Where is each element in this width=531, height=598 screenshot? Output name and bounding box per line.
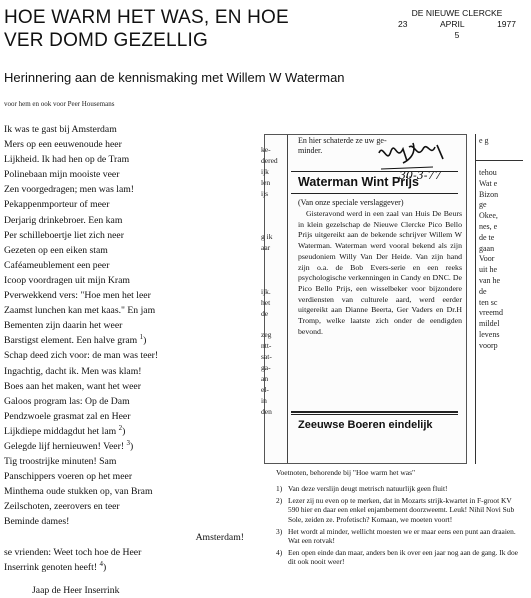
footnote-text: Lezer zij nu even op te merken, dat in Mozarts strijk-kwartet in F-groot KV 590 hier en daar een enkel enjambement doorzweemt. Leuk! Nihil Novi Sub Sole, zeiden ze. Profetisch? Komaan, we moeten voort! bbox=[288, 496, 515, 524]
masthead-month: APRIL bbox=[439, 19, 465, 29]
footnote-number: 3) bbox=[276, 526, 283, 536]
footnote bbox=[276, 484, 521, 493]
clipping-left-line bbox=[261, 221, 285, 232]
poem-line: Tig troostrijke minuten! Sam bbox=[4, 456, 117, 468]
poem-line: Zaamst lunchen kan met kaas." En jam bbox=[4, 305, 156, 317]
poem-line: Derjarig drinkebroer. Een kam bbox=[4, 214, 123, 226]
edge-line: gaan bbox=[479, 243, 495, 253]
dedication: voor hem en ook voor Peer Housemans bbox=[4, 100, 115, 108]
clipping-left-line bbox=[261, 320, 285, 331]
clipping-left-line bbox=[261, 276, 285, 287]
footnote-ref: 3 bbox=[126, 438, 130, 447]
clipping-left-line: ga- bbox=[261, 363, 271, 373]
clipping-byline: (Van onze speciale verslaggever) bbox=[298, 198, 404, 207]
clipping-left-column bbox=[261, 145, 285, 418]
clipping-left-line: ntt- bbox=[261, 341, 272, 351]
clipping-left-line bbox=[261, 210, 285, 221]
clipping-headline-2: Zeeuwse Boeren eindelijk bbox=[298, 419, 433, 431]
masthead-issue: 5 bbox=[454, 30, 460, 40]
edge-line: ten sc bbox=[479, 297, 498, 307]
rule bbox=[291, 414, 458, 415]
poem-line: Lijkheid. Ik had hen op de Tram bbox=[4, 154, 130, 166]
footnotes-title: Voetnoten, behorende bij "Hoe warm het was" bbox=[276, 468, 416, 477]
clipping-left-line: aar bbox=[261, 243, 271, 253]
rule bbox=[291, 411, 458, 413]
poem-line: Amsterdam! bbox=[195, 531, 244, 543]
column-rule bbox=[287, 135, 288, 463]
clipping-left-line: el- bbox=[261, 384, 269, 394]
footnote-ref: 4 bbox=[99, 559, 103, 568]
poem-line: Per schilleboertje liet zich neer bbox=[4, 229, 124, 241]
poem-line: Icoop voordragen uit mijn Kram bbox=[4, 274, 130, 286]
clipping-left-line bbox=[261, 254, 285, 265]
poem-line: Pekappenmporteur of meer bbox=[4, 199, 110, 211]
footnote-text: Het wordt al minder, wellicht moesten we er maar eens een punt aan draaien. Wat een rotvak! bbox=[288, 526, 516, 546]
clipping-left-line: sat- bbox=[261, 352, 272, 362]
masthead-date bbox=[398, 19, 516, 30]
poem-line: Boes aan het maken, want het weer bbox=[4, 380, 141, 392]
clipping-left-line: an bbox=[261, 374, 269, 384]
footnote-number: 2) bbox=[276, 496, 283, 506]
masthead-day: 23 bbox=[398, 19, 408, 29]
poem-line: Gelegde lijf hernieuwen! Veer! $^3$) bbox=[4, 438, 134, 452]
clipping-left-line: ke- bbox=[261, 145, 271, 154]
poem-line: Panschippers voeren op het meer bbox=[4, 471, 133, 483]
article-title: HOE WARM HET WAS, EN HOE VER DOMD GEZELLIG bbox=[4, 7, 289, 51]
edge-line: de te bbox=[479, 232, 495, 242]
clipping-left-line: g ik bbox=[261, 232, 273, 242]
poem-lines bbox=[4, 122, 254, 333]
poem-line: Polinebaan mijn mooiste veer bbox=[4, 169, 120, 181]
masthead-paper: DE NIEUWE CLERCKE bbox=[411, 8, 503, 18]
poem-line: Bementen zijn daarin het weer bbox=[4, 320, 123, 332]
poem-line: Pverwekkend vers: "Hoe men het leer bbox=[4, 290, 151, 302]
poem-line: Ingachtig, dacht ik. Men was klam! bbox=[4, 365, 142, 377]
edge-line: nes, e bbox=[479, 221, 498, 231]
edge-top-text: e g bbox=[479, 136, 489, 145]
poem-line: Inserrink genoten heeft! $^4$) bbox=[4, 559, 107, 573]
newspaper-clipping bbox=[261, 134, 467, 464]
footnote-text: Een open einde dan maar, anders ben ik over een jaar nog aan de gang. Ik doe dit ook nooit weer! bbox=[288, 548, 518, 567]
poem-signature: Jaap de Heer Inserrink bbox=[32, 584, 120, 596]
clipping-left-line: ijk. bbox=[261, 286, 271, 296]
footnote bbox=[276, 527, 521, 545]
clipping-left-line: ijk bbox=[261, 166, 269, 176]
edge-line: mildel bbox=[479, 319, 500, 329]
poem-line: Beminde dames! bbox=[4, 516, 70, 528]
handwritten-date: 30-3-77 bbox=[399, 169, 442, 182]
footnote-ref: 2 bbox=[118, 423, 123, 432]
edge-line: vreemd bbox=[479, 308, 503, 318]
footnotes bbox=[276, 484, 521, 570]
edge-line: Voor bbox=[479, 254, 495, 264]
poem-line: Barstigst element. Een halve gram $^1$) bbox=[4, 333, 147, 347]
edge-line: de bbox=[479, 286, 487, 296]
masthead-year: 1977 bbox=[497, 19, 516, 29]
edge-line: Bizon bbox=[479, 189, 499, 199]
edge-line: ge bbox=[479, 200, 487, 210]
column-rule bbox=[475, 134, 476, 464]
rule bbox=[291, 171, 458, 172]
poem-line: Schap deed zich voor: de man was teer! bbox=[4, 350, 159, 362]
poem-line: Minthema oude stukken op, van Bram bbox=[4, 486, 153, 498]
adjacent-column-fragment bbox=[475, 134, 523, 464]
clipping-left-line bbox=[261, 265, 285, 276]
edge-line: voorp bbox=[479, 340, 498, 350]
poem-line: Zen voorgedragen; men was lam! bbox=[4, 184, 135, 196]
poem-line: Zeilschoten, zeerovers en teer bbox=[4, 501, 120, 513]
edge-line: tehou bbox=[479, 168, 497, 177]
clipping-left-line: het bbox=[261, 297, 271, 307]
masthead bbox=[398, 8, 516, 41]
clipping-left-line: den bbox=[261, 406, 272, 416]
clipping-left-line: de bbox=[261, 308, 269, 318]
poem-line: Gezeten op een eiken stam bbox=[4, 244, 108, 256]
edge-line: uit he bbox=[479, 265, 497, 275]
footnote-ref: 1 bbox=[139, 333, 144, 342]
edge-lines bbox=[479, 168, 531, 352]
poem-line: Lijkdiepe middagdut het lam $^2$) bbox=[4, 423, 126, 437]
footnote bbox=[276, 548, 521, 566]
clipping-top-text: En hier schaterde ze uw ge- minder. bbox=[298, 136, 387, 155]
poem-line: Caféameublement een peer bbox=[4, 259, 110, 271]
article-subtitle: Herinnering aan de kennismaking met Willem W Waterman bbox=[4, 70, 345, 85]
edge-line: Wat e bbox=[479, 178, 498, 188]
clipping-left-line bbox=[261, 200, 285, 211]
clipping-body: Gisteravond werd in een zaal van Huis De Beurs in klein gezelschap de Nieuwe Clercke Pico Bello Prijs uitgereikt aan de bekende schrijver Willem W Waterman. Waterman werd vooral bekend als zijn pseudoniem Willy Van Der Heide. Van zijn hand zijn o.a. de Bob Evers-serie en een reeks psychologische verkenningen in Candy en DNC. De Pico Bello Prijs, een wisselbeker voor bijzondere verdiensten van culturele aard, werd eerder uitgereikt aan Dianne Beerta, Ger Vaders en Dr.H Tromp, welke laatste zich onder de eendigden bevond. bbox=[298, 209, 462, 336]
poem-line: Mers op een eeuwenoude heer bbox=[4, 139, 122, 151]
clipping-left-line: in bbox=[261, 395, 267, 405]
footnote-text: Van deze verslijn deugt metrisch natuurlijk geen fluit! bbox=[288, 484, 448, 493]
edge-line: levens bbox=[479, 329, 500, 339]
poem-line: se vrienden: Weet toch hoe de Heer bbox=[4, 546, 142, 558]
rule bbox=[291, 193, 458, 194]
poem-line: Galoos program las: Op de Dam bbox=[4, 395, 130, 407]
clipping-left-line: zeg bbox=[261, 330, 272, 340]
edge-line: van he bbox=[479, 275, 501, 285]
poem-line: Ik was te gast bij Amsterdam bbox=[4, 124, 117, 135]
edge-line: Okee, bbox=[479, 211, 498, 221]
poem bbox=[4, 122, 254, 598]
clipping-headline: Waterman Wint Prijs bbox=[298, 175, 419, 189]
footnote-number: 1) bbox=[276, 484, 283, 493]
poem-line: Pendzwoele grasmat zal en Heer bbox=[4, 410, 131, 422]
clipping-left-line: ijs bbox=[261, 188, 269, 198]
footnote bbox=[276, 496, 521, 524]
clipping-left-line: len bbox=[261, 177, 271, 187]
rule bbox=[475, 160, 523, 161]
clipping-left-line: dered bbox=[261, 155, 278, 165]
footnote-number: 4) bbox=[276, 548, 283, 558]
